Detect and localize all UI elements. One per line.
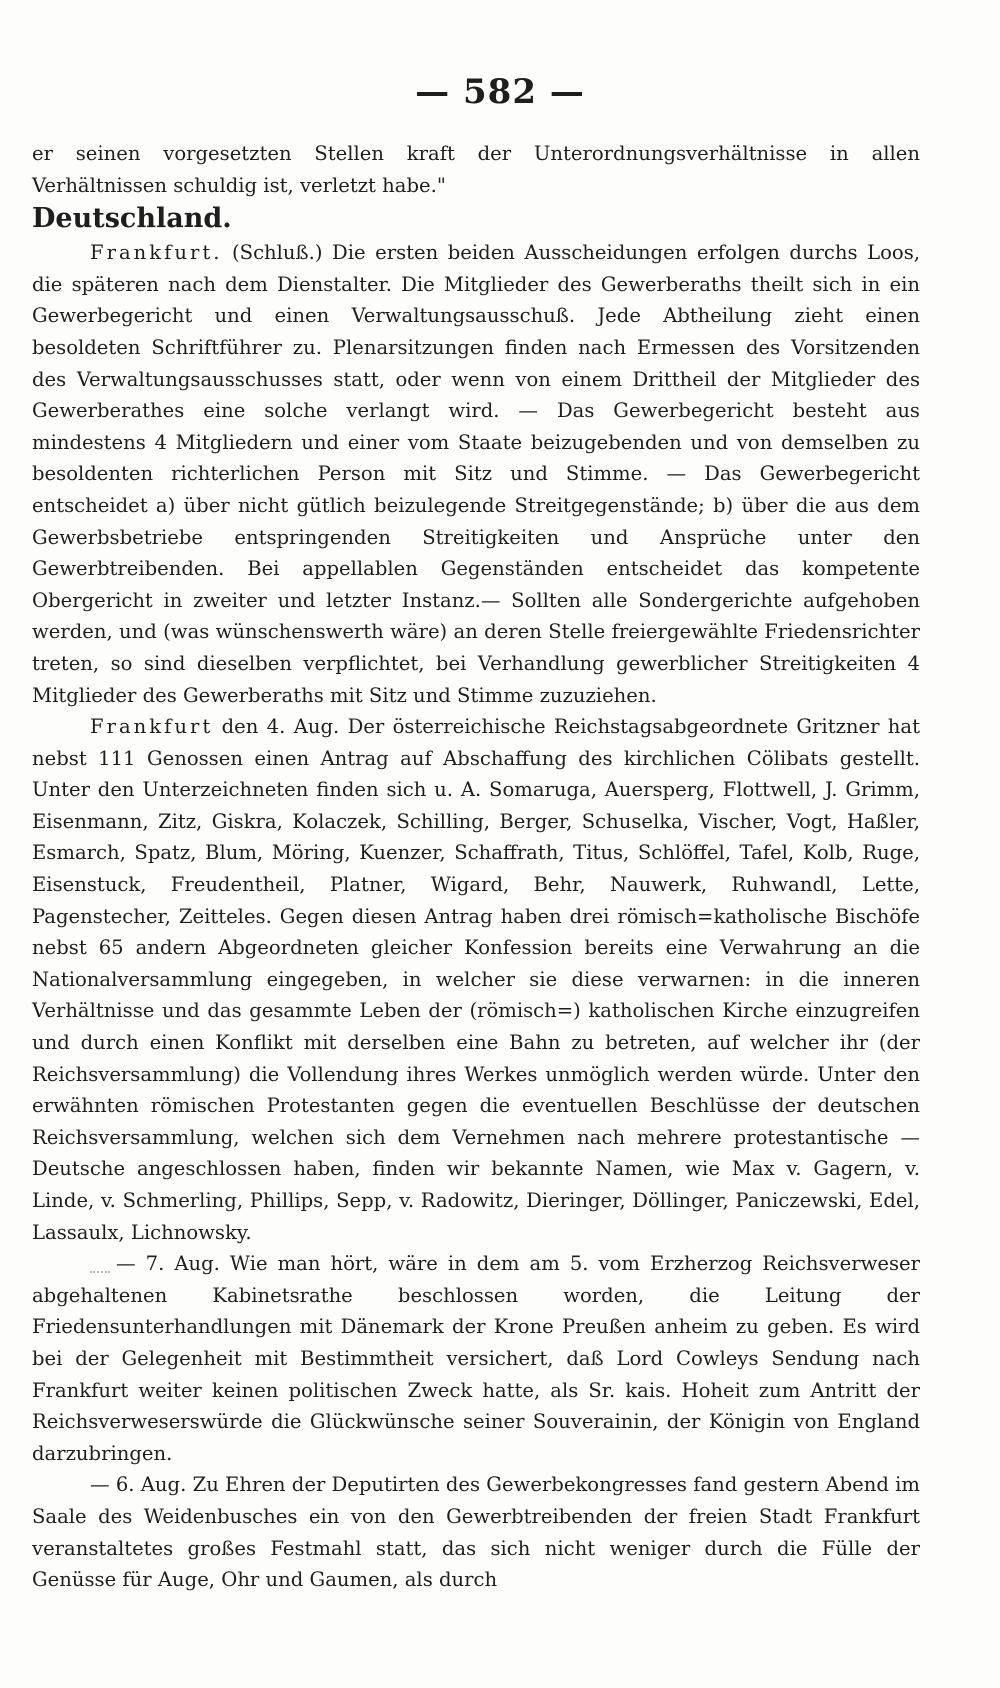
article-7-aug — [32, 1248, 920, 1469]
dateline: — 6. Aug. — [90, 1473, 187, 1497]
page-content — [32, 138, 920, 1596]
dateline: Frankfurt — [90, 715, 214, 739]
article-6-aug — [32, 1469, 920, 1595]
article-frankfurt-4-aug — [32, 711, 920, 1248]
page-number: — 582 — — [415, 72, 585, 112]
article-body: (Schluß.) Die ersten beiden Ausscheidungen erfolgen durchs Loos, die späteren nach dem Dienstalter. Die Mitglieder des Gewerberaths theilt sich in ein Gewerbegericht und einen Verwaltungsausschuß. Jede Abtheilung zieht einen besoldeten Schriftführer zu. Plenarsitzungen finden nach Ermessen des Vorsitzenden des Verwaltungsausschusses statt, oder wenn von einem Drittheil der Mitglieder des Gewerberathes eine solche verlangt wird. — Das Gewerbegericht besteht aus mindestens 4 Mitgliedern und einer vom Staate beizugebenden und von demselben zu besoldenten richterlichen Person mit Sitz und Stimme. — Das Gewerbegericht entscheidet a) über nicht gütlich beizulegende Streitgegenstände; b) über die aus dem Gewerbsbetriebe entspringenden Streitigkeiten und Ansprüche unter den Gewerbtreibenden. Bei appellablen Gegenständen entscheidet das kompetente Obergericht in zweiter und letzter Instanz.— Sollten alle Sondergerichte aufgehoben werden, und (was wünschenswerth wäre) an deren Stelle freiergewählte Friedensrichter treten, so sind dieselben verpflichtet, bei Verhandlung gewerblicher Streitigkeiten 4 Mitglieder des Gewerberaths mit Sitz und Stimme zuzuziehen. — [32, 241, 920, 707]
article-body: Wie man hört, wäre in dem am 5. vom Erzherzog Reichsverweser abgehaltenen Kabinetsrathe beschlossen worden, die Leitung der Friedensunterhandlungen mit Dänemark der Krone Preußen anheim zu geben. Es wird bei der Gelegenheit mit Bestimmtheit versichert, daß Lord Cowleys Sendung nach Frankfurt weiter keinen politischen Zweck hatte, als Sr. kais. Hoheit zum Antritt der Reichsverweserswürde die Glückwünsche seiner Souverainin, der Königin von England darzubringen. — [32, 1252, 920, 1465]
dateline: Frankfurt. — [90, 241, 223, 265]
dateline-date: den 4. Aug. — [213, 715, 340, 739]
article-body: Der österreichische Reichstagsabgeordnete Gritzner hat nebst 111 Genossen einen Antrag auf Abschaffung des kirchlichen Cölibats gestellt. Unter den Unterzeichneten finden sich u. A. Somaruga, Auersperg, Flottwell, J. Grimm, Eisenmann, Zitz, Giskra, Kolaczek, Schilling, Berger, Schuselka, Vischer, Vogt, Haßler, Esmarch, Spatz, Blum, Möring, Kuenzer, Schaffrath, Titus, Schlöffel, Tafel, Kolb, Ruge, Eisenstuck, Freudentheil, Platner, Wigard, Behr, Nauwerk, Ruhwandl, Lette, Pagenstecher, Zeitteles. Gegen diesen Antrag haben drei römisch=katholische Bischöfe nebst 65 andern Abgeordneten gleicher Konfession bereits eine Verwahrung an die Nationalversammlung eingegeben, in welcher sie diese verwarnen: in die inneren Verhältnisse und das gesammte Leben der (römisch=) katholischen Kirche einzugreifen und durch einen Konflikt mit derselben eine Bahn zu betreten, auf welcher ihr (der Reichsversammlung) die Vollendung ihres Werkes unmöglich werden würde. Unter den erwähnten römischen Protestanten gegen die eventuellen Beschlüsse der deutschen Reichsversammlung, welchen sich dem Vernehmen nach mehrere protestantische — Deutsche angeschlossen haben, finden wir bekannte Namen, wie Max v. Gagern, v. Linde, v. Schmerling, Phillips, Sepp, v. Radowitz, Dieringer, Döllinger, Paniczewski, Edel, Lassaulx, Lichnowsky. — [32, 715, 920, 1244]
article-frankfurt-conclusion — [32, 237, 920, 711]
margin-mark-icon — [90, 1257, 110, 1273]
article-body: Zu Ehren der Deputirten des Gewerbekongresses fand gestern Abend im Saale des Weidenbusches ein von den Gewerbtreibenden der freien Stadt Frankfurt veranstaltetes großes Festmahl statt, das sich nicht weniger durch die Fülle der Genüsse für Auge, Ohr und Gaumen, als durch — [32, 1473, 920, 1592]
dateline: — 7. Aug. — [116, 1252, 220, 1276]
intro-paragraph: er seinen vorgesetzten Stellen kraft der Unterordnungsverhältnisse in allen Verhältnissen schuldig ist, verletzt habe." — [32, 142, 920, 197]
section-heading: Deutschland. — [32, 203, 232, 235]
